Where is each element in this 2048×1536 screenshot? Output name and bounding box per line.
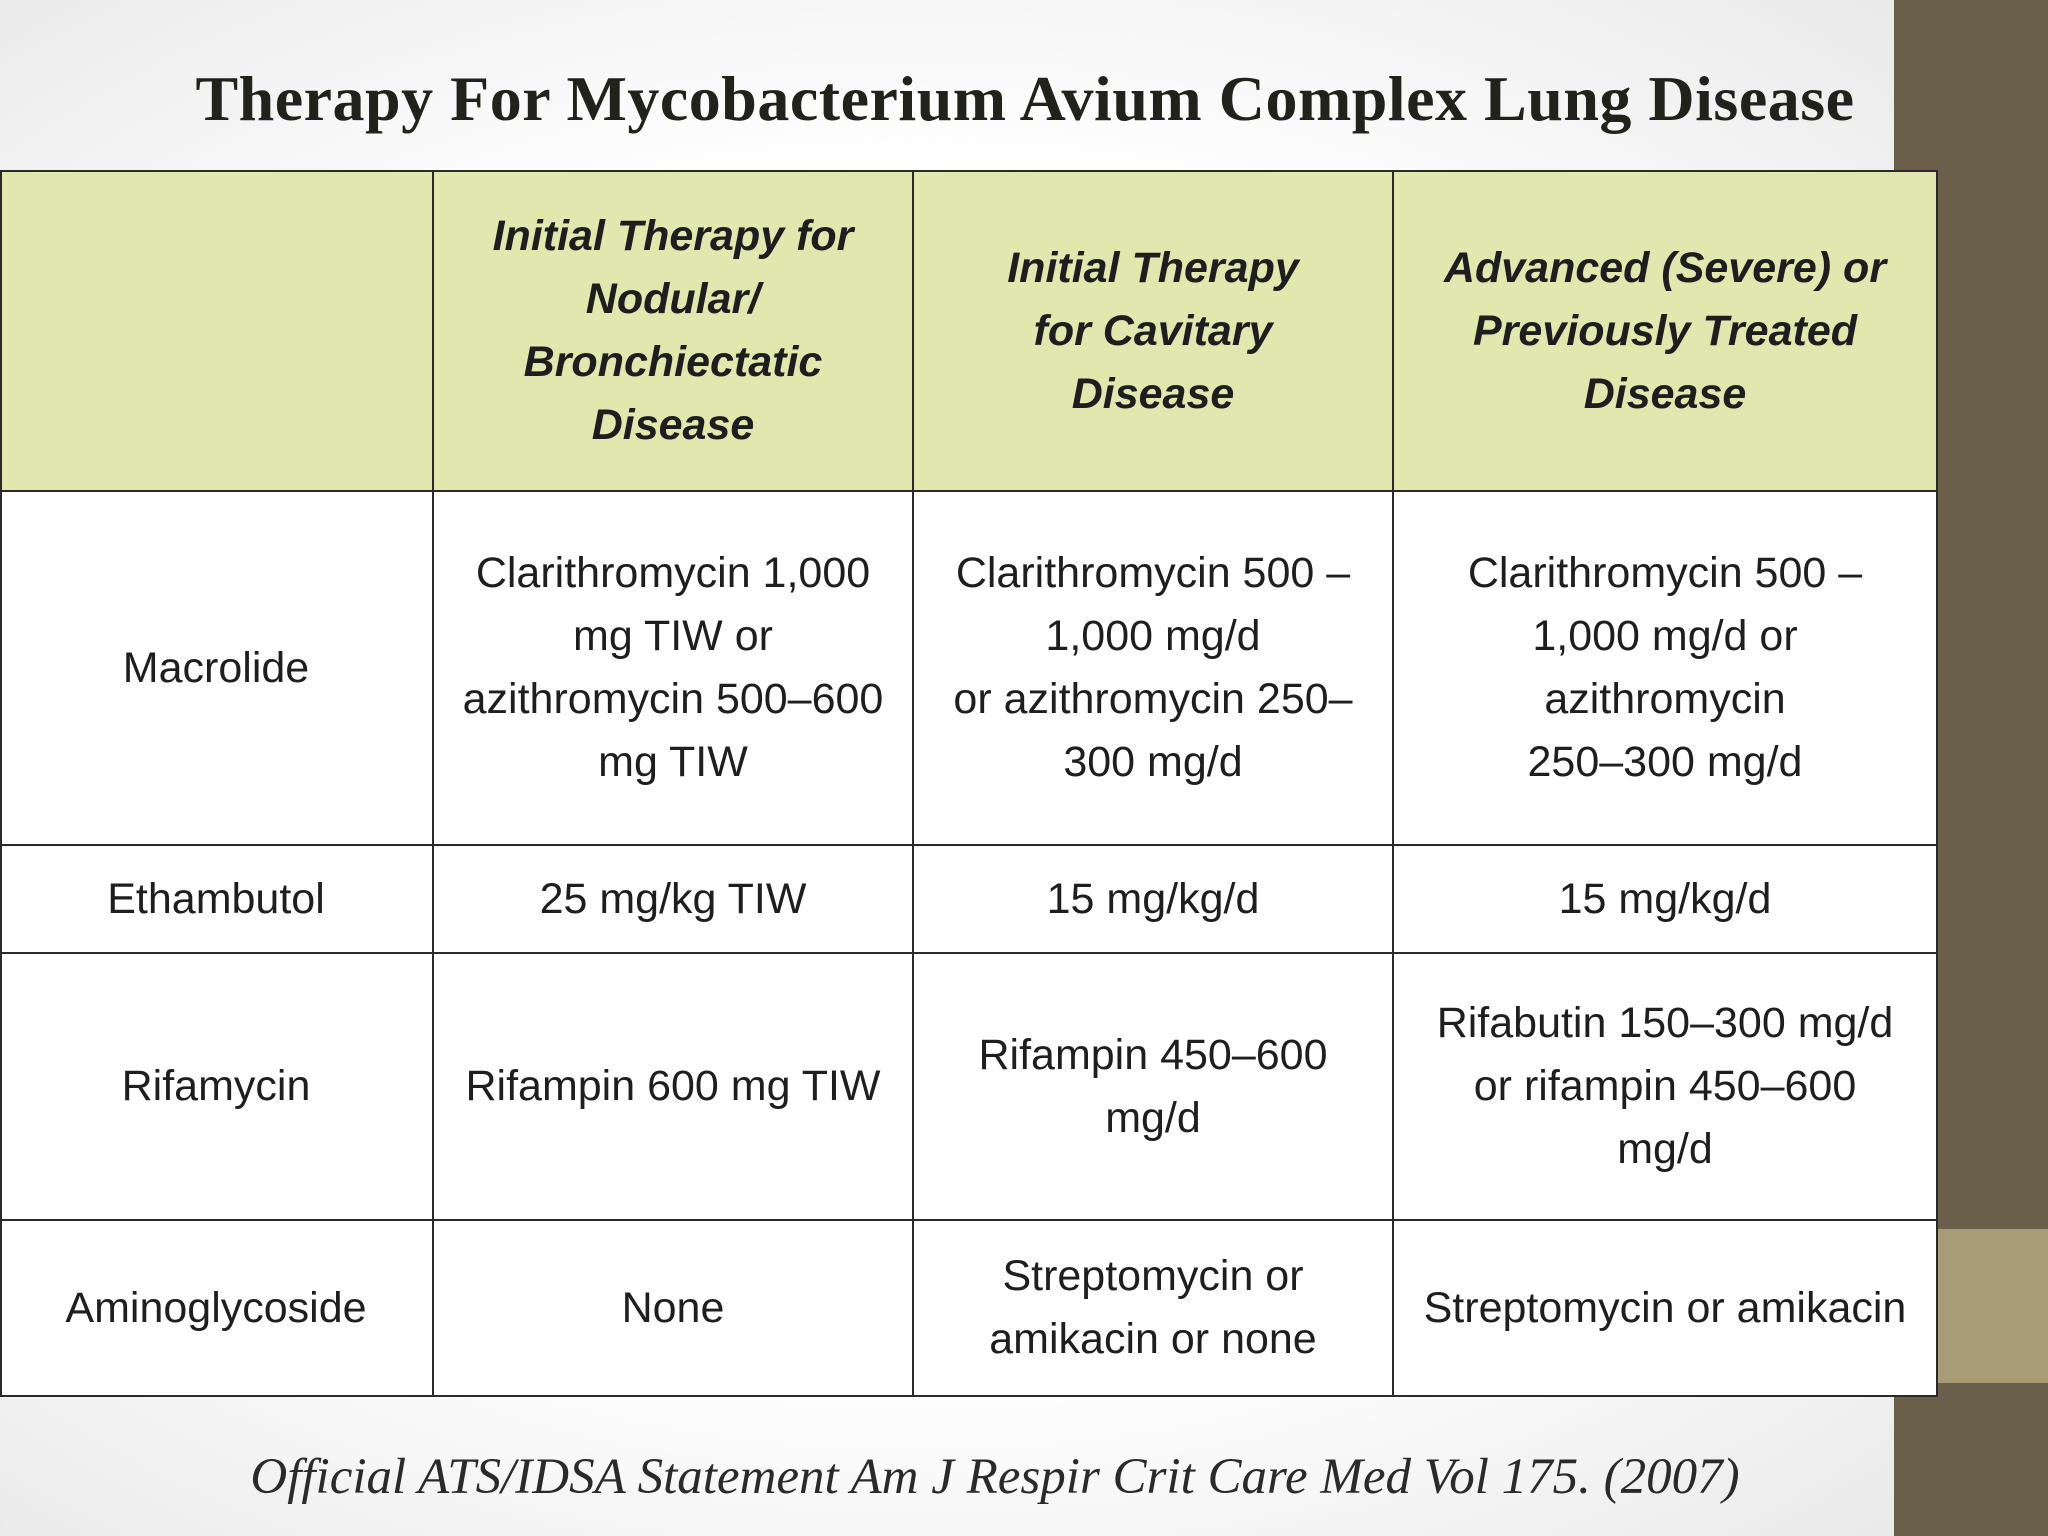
- table-cell: Clarithromycin 500 – 1,000 mg/d or azithromycin 250– 300 mg/d: [913, 491, 1393, 845]
- table-row-rifamycin: [1, 953, 1937, 1220]
- table-row-aminoglycoside: [1, 1220, 1937, 1396]
- row-label: Aminoglycoside: [1, 1220, 433, 1396]
- header-cell-advanced: Advanced (Severe) or Previously Treated Disease: [1393, 171, 1937, 491]
- table-cell: Rifabutin 150–300 mg/d or rifampin 450–600 mg/d: [1393, 953, 1937, 1220]
- table-cell: None: [433, 1220, 913, 1396]
- table-cell: Clarithromycin 1,000 mg TIW or azithromycin 500–600 mg TIW: [433, 491, 913, 845]
- row-label: Ethambutol: [1, 845, 433, 953]
- table-cell: Streptomycin or amikacin: [1393, 1220, 1937, 1396]
- table-cell: Clarithromycin 500 – 1,000 mg/d or azithromycin 250–300 mg/d: [1393, 491, 1937, 845]
- slide-title: Therapy For Mycobacterium Avium Complex Lung Disease: [195, 63, 1855, 134]
- table-cell: Rifampin 450–600 mg/d: [913, 953, 1393, 1220]
- table-header-row: [1, 171, 1937, 491]
- table-cell: 25 mg/kg TIW: [433, 845, 913, 953]
- citation-text: Official ATS/IDSA Statement Am J Respir Crit Care Med Vol 175. (2007): [250, 1449, 1740, 1505]
- header-cell-nodular: Initial Therapy for Nodular/ Bronchiectatic Disease: [433, 171, 913, 491]
- header-cell-empty: [1, 171, 433, 491]
- table-row-macrolide: [1, 491, 1937, 845]
- table-row-ethambutol: [1, 845, 1937, 953]
- table-cell: Streptomycin or amikacin or none: [913, 1220, 1393, 1396]
- therapy-table: [0, 170, 1938, 1397]
- row-label: Macrolide: [1, 491, 433, 845]
- table-cell: 15 mg/kg/d: [913, 845, 1393, 953]
- row-label: Rifamycin: [1, 953, 433, 1220]
- header-cell-cavitary: Initial Therapy for Cavitary Disease: [913, 171, 1393, 491]
- table-cell: 15 mg/kg/d: [1393, 845, 1937, 953]
- table-cell: Rifampin 600 mg TIW: [433, 953, 913, 1220]
